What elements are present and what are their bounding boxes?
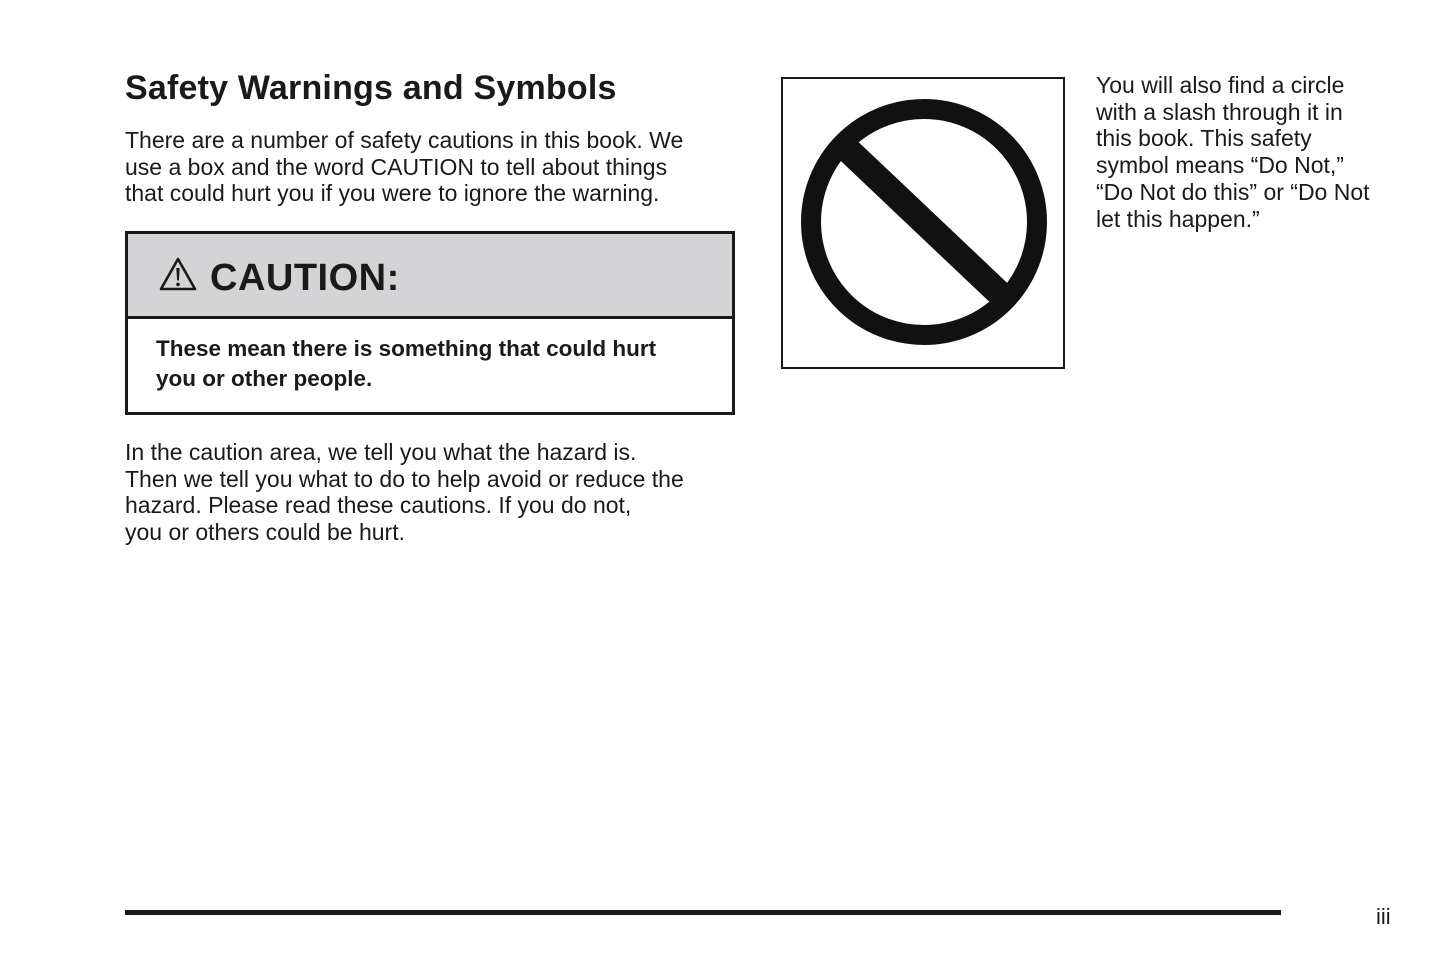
symbol-explanation xyxy=(1096,72,1370,232)
intro-paragraph xyxy=(125,127,683,207)
text-line: let this happen.” xyxy=(1096,205,1260,232)
text-line: this book. This safety xyxy=(1096,125,1312,152)
caution-body-line: These mean there is something that could hurt xyxy=(156,336,657,361)
text-line: with a slash through it in xyxy=(1096,98,1343,125)
prohibition-symbol-box xyxy=(781,77,1065,369)
page-number: iii xyxy=(1376,904,1391,929)
page-title: Safety Warnings and Symbols xyxy=(125,69,617,107)
caution-header xyxy=(128,234,732,319)
text-line: You will also find a circle xyxy=(1096,72,1345,98)
text-line: “Do Not do this” or “Do Not xyxy=(1096,178,1370,205)
text-line: There are a number of safety cautions in this book. We xyxy=(125,127,684,153)
caution-label: CAUTION: xyxy=(210,257,400,299)
caution-box xyxy=(125,231,735,415)
prohibition-circle-slash-icon xyxy=(783,79,1063,367)
caution-body xyxy=(156,334,656,394)
warning-triangle-icon xyxy=(158,256,198,292)
text-line: use a box and the word CAUTION to tell about things xyxy=(125,153,668,180)
footer-rule xyxy=(125,910,1281,915)
text-line: that could hurt you if you were to ignore the warning. xyxy=(125,180,660,207)
caution-explanation-paragraph xyxy=(125,439,684,546)
text-line: Then we tell you what to do to help avoid or reduce the xyxy=(125,465,684,492)
text-line: hazard. Please read these cautions. If you do not, xyxy=(125,492,632,519)
text-line: In the caution area, we tell you what the hazard is. xyxy=(125,439,637,465)
text-line: symbol means “Do Not,” xyxy=(1096,152,1344,179)
caution-body-line: you or other people. xyxy=(156,366,373,391)
text-line: you or others could be hurt. xyxy=(125,519,405,546)
